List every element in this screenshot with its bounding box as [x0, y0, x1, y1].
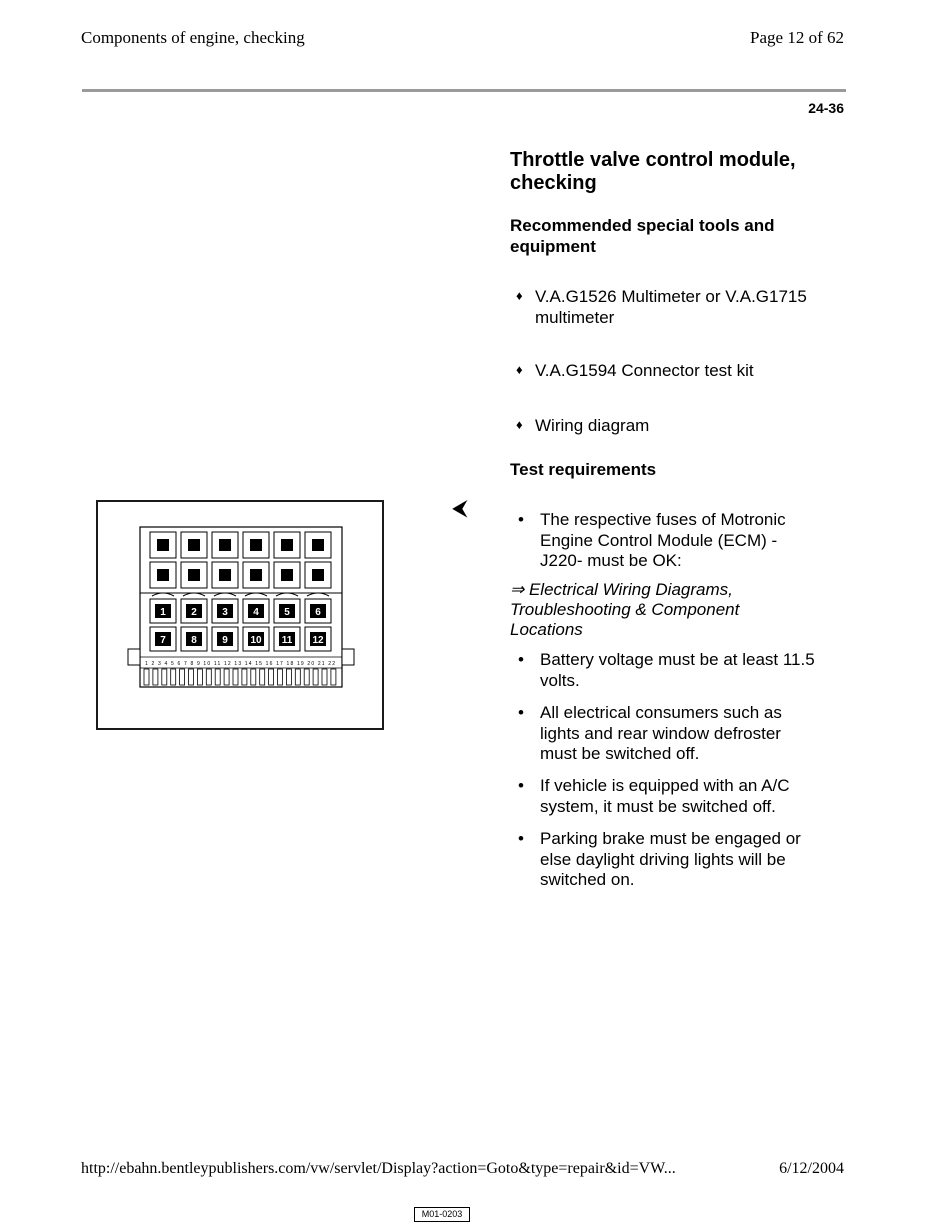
tool-item	[516, 286, 836, 328]
diamond-bullet-icon: ♦	[516, 362, 523, 377]
requirement-text: If vehicle is equipped with an A/C system, it must be switched off.	[540, 776, 790, 816]
connector-pin	[242, 669, 247, 685]
diamond-bullet-icon: ♦	[516, 288, 523, 303]
connector-pin	[331, 669, 336, 685]
relay-contact	[219, 569, 231, 581]
footer-date: 6/12/2004	[779, 1160, 844, 1177]
connector-pin	[322, 669, 327, 685]
connector-pin	[144, 669, 149, 685]
relay-contact	[188, 539, 200, 551]
page-title: Throttle valve control module, checking	[510, 149, 796, 194]
connector-pin	[260, 669, 265, 685]
fuse-box-left-tab	[128, 649, 140, 665]
header-divider	[82, 89, 846, 92]
fuse-number: 8	[191, 635, 197, 646]
requirement-text: All electrical consumers such as lights and rear window defroster must be switched off.	[540, 703, 782, 763]
requirement-item	[516, 703, 816, 765]
fuse-number: 10	[250, 635, 262, 646]
fuse-number: 9	[222, 635, 228, 646]
pointer-arrow-icon: ⮜	[452, 495, 468, 520]
requirement-text: Battery voltage must be at least 11.5 volts.	[540, 650, 815, 690]
fuse-box-right-tab	[342, 649, 354, 665]
pin-labels: 1 2 3 4 5 6 7 8 9 10 11 12 13 14 15 16 17 18 19 20 21 22	[145, 661, 336, 667]
connector-pin	[233, 669, 238, 685]
requirement-item	[516, 510, 816, 572]
tool-item-text: Wiring diagram	[535, 416, 650, 435]
connector-pin	[269, 669, 274, 685]
requirement-text: Parking brake must be engaged or else daylight driving lights will be switched on.	[540, 829, 801, 889]
connector-pin	[224, 669, 229, 685]
connector-pin	[215, 669, 220, 685]
bullet-icon: •	[518, 650, 524, 669]
relay-contact	[312, 539, 324, 551]
bullet-icon: •	[518, 829, 524, 848]
diamond-bullet-icon: ♦	[516, 417, 523, 432]
requirement-item	[516, 776, 816, 817]
fuse-box-illustration	[98, 502, 382, 728]
wiring-diagrams-link[interactable]: ⇒ Electrical Wiring Diagrams, Troubleshooting & Component Locations	[510, 580, 740, 639]
fuse-number: 3	[222, 607, 228, 618]
connector-pin	[197, 669, 202, 685]
fuse-number: 12	[312, 635, 324, 646]
relay-contact	[219, 539, 231, 551]
connector-pin	[206, 669, 211, 685]
connector-pin	[162, 669, 167, 685]
tool-item-text: V.A.G1526 Multimeter or V.A.G1715 multimeter	[535, 287, 807, 327]
relay-contact	[188, 569, 200, 581]
fuse-number: 4	[253, 607, 259, 618]
fuse-number: 7	[160, 635, 166, 646]
relay-contact	[250, 539, 262, 551]
bullet-icon: •	[518, 776, 524, 795]
connector-pin	[286, 669, 291, 685]
connector-pin	[295, 669, 300, 685]
connector-pin	[304, 669, 309, 685]
page-indicator: Page 12 of 62	[750, 28, 844, 47]
connector-pin	[278, 669, 283, 685]
section-code: 24-36	[808, 100, 844, 116]
relay-contact	[250, 569, 262, 581]
connector-pin	[251, 669, 256, 685]
fuse-number: 5	[284, 607, 290, 618]
footer-url: http://ebahn.bentleypublishers.com/vw/servlet/Display?action=Goto&type=repair&id=VW...	[81, 1160, 676, 1177]
tool-item-text: V.A.G1594 Connector test kit	[535, 361, 754, 380]
bullet-icon: •	[518, 510, 524, 529]
connector-pin	[180, 669, 185, 685]
bullet-icon: •	[518, 703, 524, 722]
fuse-number: 2	[191, 607, 197, 618]
requirement-text: The respective fuses of Motronic Engine Control Module (ECM) - J220- must be OK:	[540, 510, 786, 570]
figure-code: M01-0203	[414, 1207, 470, 1222]
requirement-item	[516, 829, 816, 891]
relay-contact	[157, 539, 169, 551]
requirement-item	[516, 650, 816, 691]
relay-contact	[157, 569, 169, 581]
relay-contact	[312, 569, 324, 581]
test-requirements-heading: Test requirements	[510, 460, 657, 479]
tool-item	[516, 360, 836, 381]
connector-pin	[153, 669, 158, 685]
fuse-number: 11	[281, 635, 293, 646]
fuse-number: 1	[160, 607, 166, 618]
relay-contact	[281, 569, 293, 581]
tools-heading: Recommended special tools and equipment	[510, 216, 775, 256]
connector-pin	[313, 669, 318, 685]
connector-pin	[171, 669, 176, 685]
relay-contact	[281, 539, 293, 551]
tool-item	[516, 415, 836, 436]
header-title: Components of engine, checking	[81, 28, 305, 47]
fuse-number: 6	[315, 607, 321, 618]
connector-pin	[189, 669, 194, 685]
